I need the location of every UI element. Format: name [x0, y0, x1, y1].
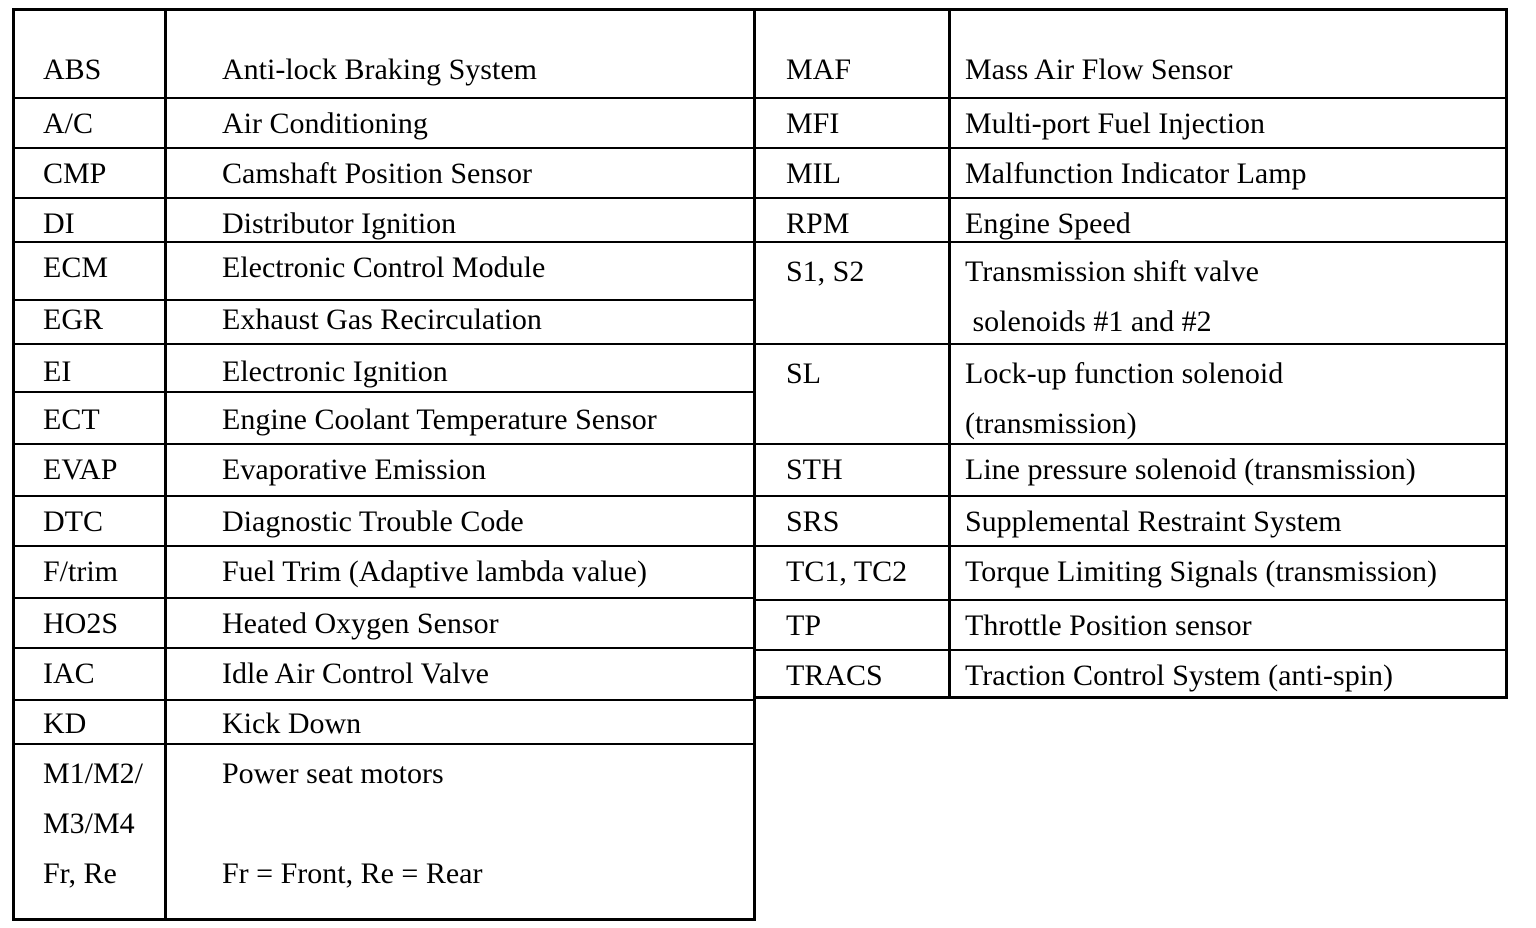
abbr-cell: EGR [43, 303, 103, 336]
abbr-cell: STH [786, 453, 843, 486]
abbr-cell: IAC [43, 657, 95, 690]
meaning-cell: Fuel Trim (Adaptive lambda value) [222, 555, 647, 588]
meaning-cell: Kick Down [222, 707, 362, 740]
abbr-line: Fr, Re [43, 857, 117, 890]
table-row [15, 647, 753, 699]
table-row [15, 147, 753, 197]
abbr-cell: RPM [786, 207, 850, 240]
meaning-cell: Engine Coolant Temperature Sensor [222, 403, 657, 436]
table-row [756, 11, 1505, 99]
abbr-cell: ABS [43, 53, 102, 86]
abbr-cell: TP [786, 609, 822, 642]
table-row [15, 299, 753, 343]
table-row [15, 197, 753, 243]
meaning-cell: Evaporative Emission [222, 453, 487, 486]
abbr-cell: MFI [786, 107, 840, 140]
meaning-line [222, 799, 482, 849]
abbr-cell: S1, S2 [786, 255, 865, 288]
meaning-cell: Malfunction Indicator Lamp [965, 157, 1307, 190]
abbr-cell: MIL [786, 157, 841, 190]
meaning-line: Power seat motors [222, 757, 444, 790]
meaning-cell: Air Conditioning [222, 107, 428, 140]
meaning-line: solenoids #1 and #2 [965, 305, 1212, 338]
meaning-cell: Camshaft Position Sensor [222, 157, 533, 190]
meaning-cell: Electronic Control Module [222, 251, 546, 284]
meaning-cell: Electronic Ignition [222, 355, 448, 388]
abbr-cell: A/C [43, 107, 94, 140]
meaning-cell: Anti-lock Braking System [222, 53, 537, 86]
table-row [15, 241, 753, 299]
abbr-line: M1/M2/ [43, 757, 144, 790]
right-abbreviation-table [753, 8, 1508, 699]
meaning-line: Transmission shift valve [965, 255, 1259, 288]
meaning-cell-multiline [965, 349, 1283, 443]
abbr-cell: EVAP [43, 453, 118, 486]
abbr-cell: TC1, TC2 [786, 555, 908, 588]
meaning-cell: Torque Limiting Signals (transmission) [965, 555, 1438, 588]
table-row [15, 11, 753, 99]
table-row [15, 343, 753, 391]
table-row [15, 443, 753, 495]
table-row [756, 343, 1505, 443]
meaning-cell: Heated Oxygen Sensor [222, 607, 499, 640]
table-row [756, 197, 1505, 243]
abbr-cell: SRS [786, 505, 840, 538]
table-row [15, 743, 753, 918]
meaning-cell: Diagnostic Trouble Code [222, 505, 524, 538]
table-row [756, 241, 1505, 343]
table-row [15, 495, 753, 545]
abbr-cell: ECM [43, 251, 109, 284]
abbr-cell: ECT [43, 403, 100, 436]
meaning-cell: Exhaust Gas Recirculation [222, 303, 542, 336]
meaning-line: Fr = Front, Re = Rear [222, 857, 483, 890]
meaning-cell: Multi-port Fuel Injection [965, 107, 1265, 140]
meaning-cell-multiline [222, 749, 482, 918]
meaning-line: Lock-up function solenoid [965, 357, 1284, 390]
abbr-cell-multiline [43, 749, 143, 918]
table-row [756, 443, 1505, 495]
table-row [756, 545, 1505, 599]
left-abbreviation-table [12, 8, 756, 921]
abbr-line: M3/M4 [43, 807, 135, 840]
table-row [756, 147, 1505, 197]
abbr-cell: DTC [43, 505, 103, 538]
abbr-cell: F/trim [43, 555, 119, 588]
abbr-cell: EI [43, 355, 72, 388]
table-row [756, 97, 1505, 147]
meaning-cell: Distributor Ignition [222, 207, 457, 240]
table-row [15, 597, 753, 647]
abbr-cell: CMP [43, 157, 107, 190]
meaning-cell-multiline [965, 247, 1259, 343]
meaning-cell: Supplemental Restraint System [965, 505, 1342, 538]
meaning-cell: Throttle Position sensor [965, 609, 1252, 642]
abbr-cell: DI [43, 207, 75, 240]
table-row [756, 599, 1505, 649]
meaning-cell: Idle Air Control Valve [222, 657, 489, 690]
table-row [756, 495, 1505, 545]
abbr-cell: SL [786, 357, 822, 390]
meaning-line: (transmission) [965, 407, 1137, 440]
abbr-cell: TRACS [786, 659, 883, 692]
table-row [15, 545, 753, 597]
meaning-cell: Mass Air Flow Sensor [965, 53, 1233, 86]
meaning-cell: Line pressure solenoid (transmission) [965, 453, 1416, 486]
meaning-cell: Traction Control System (anti-spin) [965, 659, 1394, 692]
table-row [15, 699, 753, 745]
table-row [756, 649, 1505, 696]
table-row [15, 97, 753, 147]
abbr-cell: MAF [786, 53, 852, 86]
abbr-cell: KD [43, 707, 87, 740]
table-row [15, 391, 753, 443]
abbr-cell: HO2S [43, 607, 119, 640]
meaning-cell: Engine Speed [965, 207, 1131, 240]
